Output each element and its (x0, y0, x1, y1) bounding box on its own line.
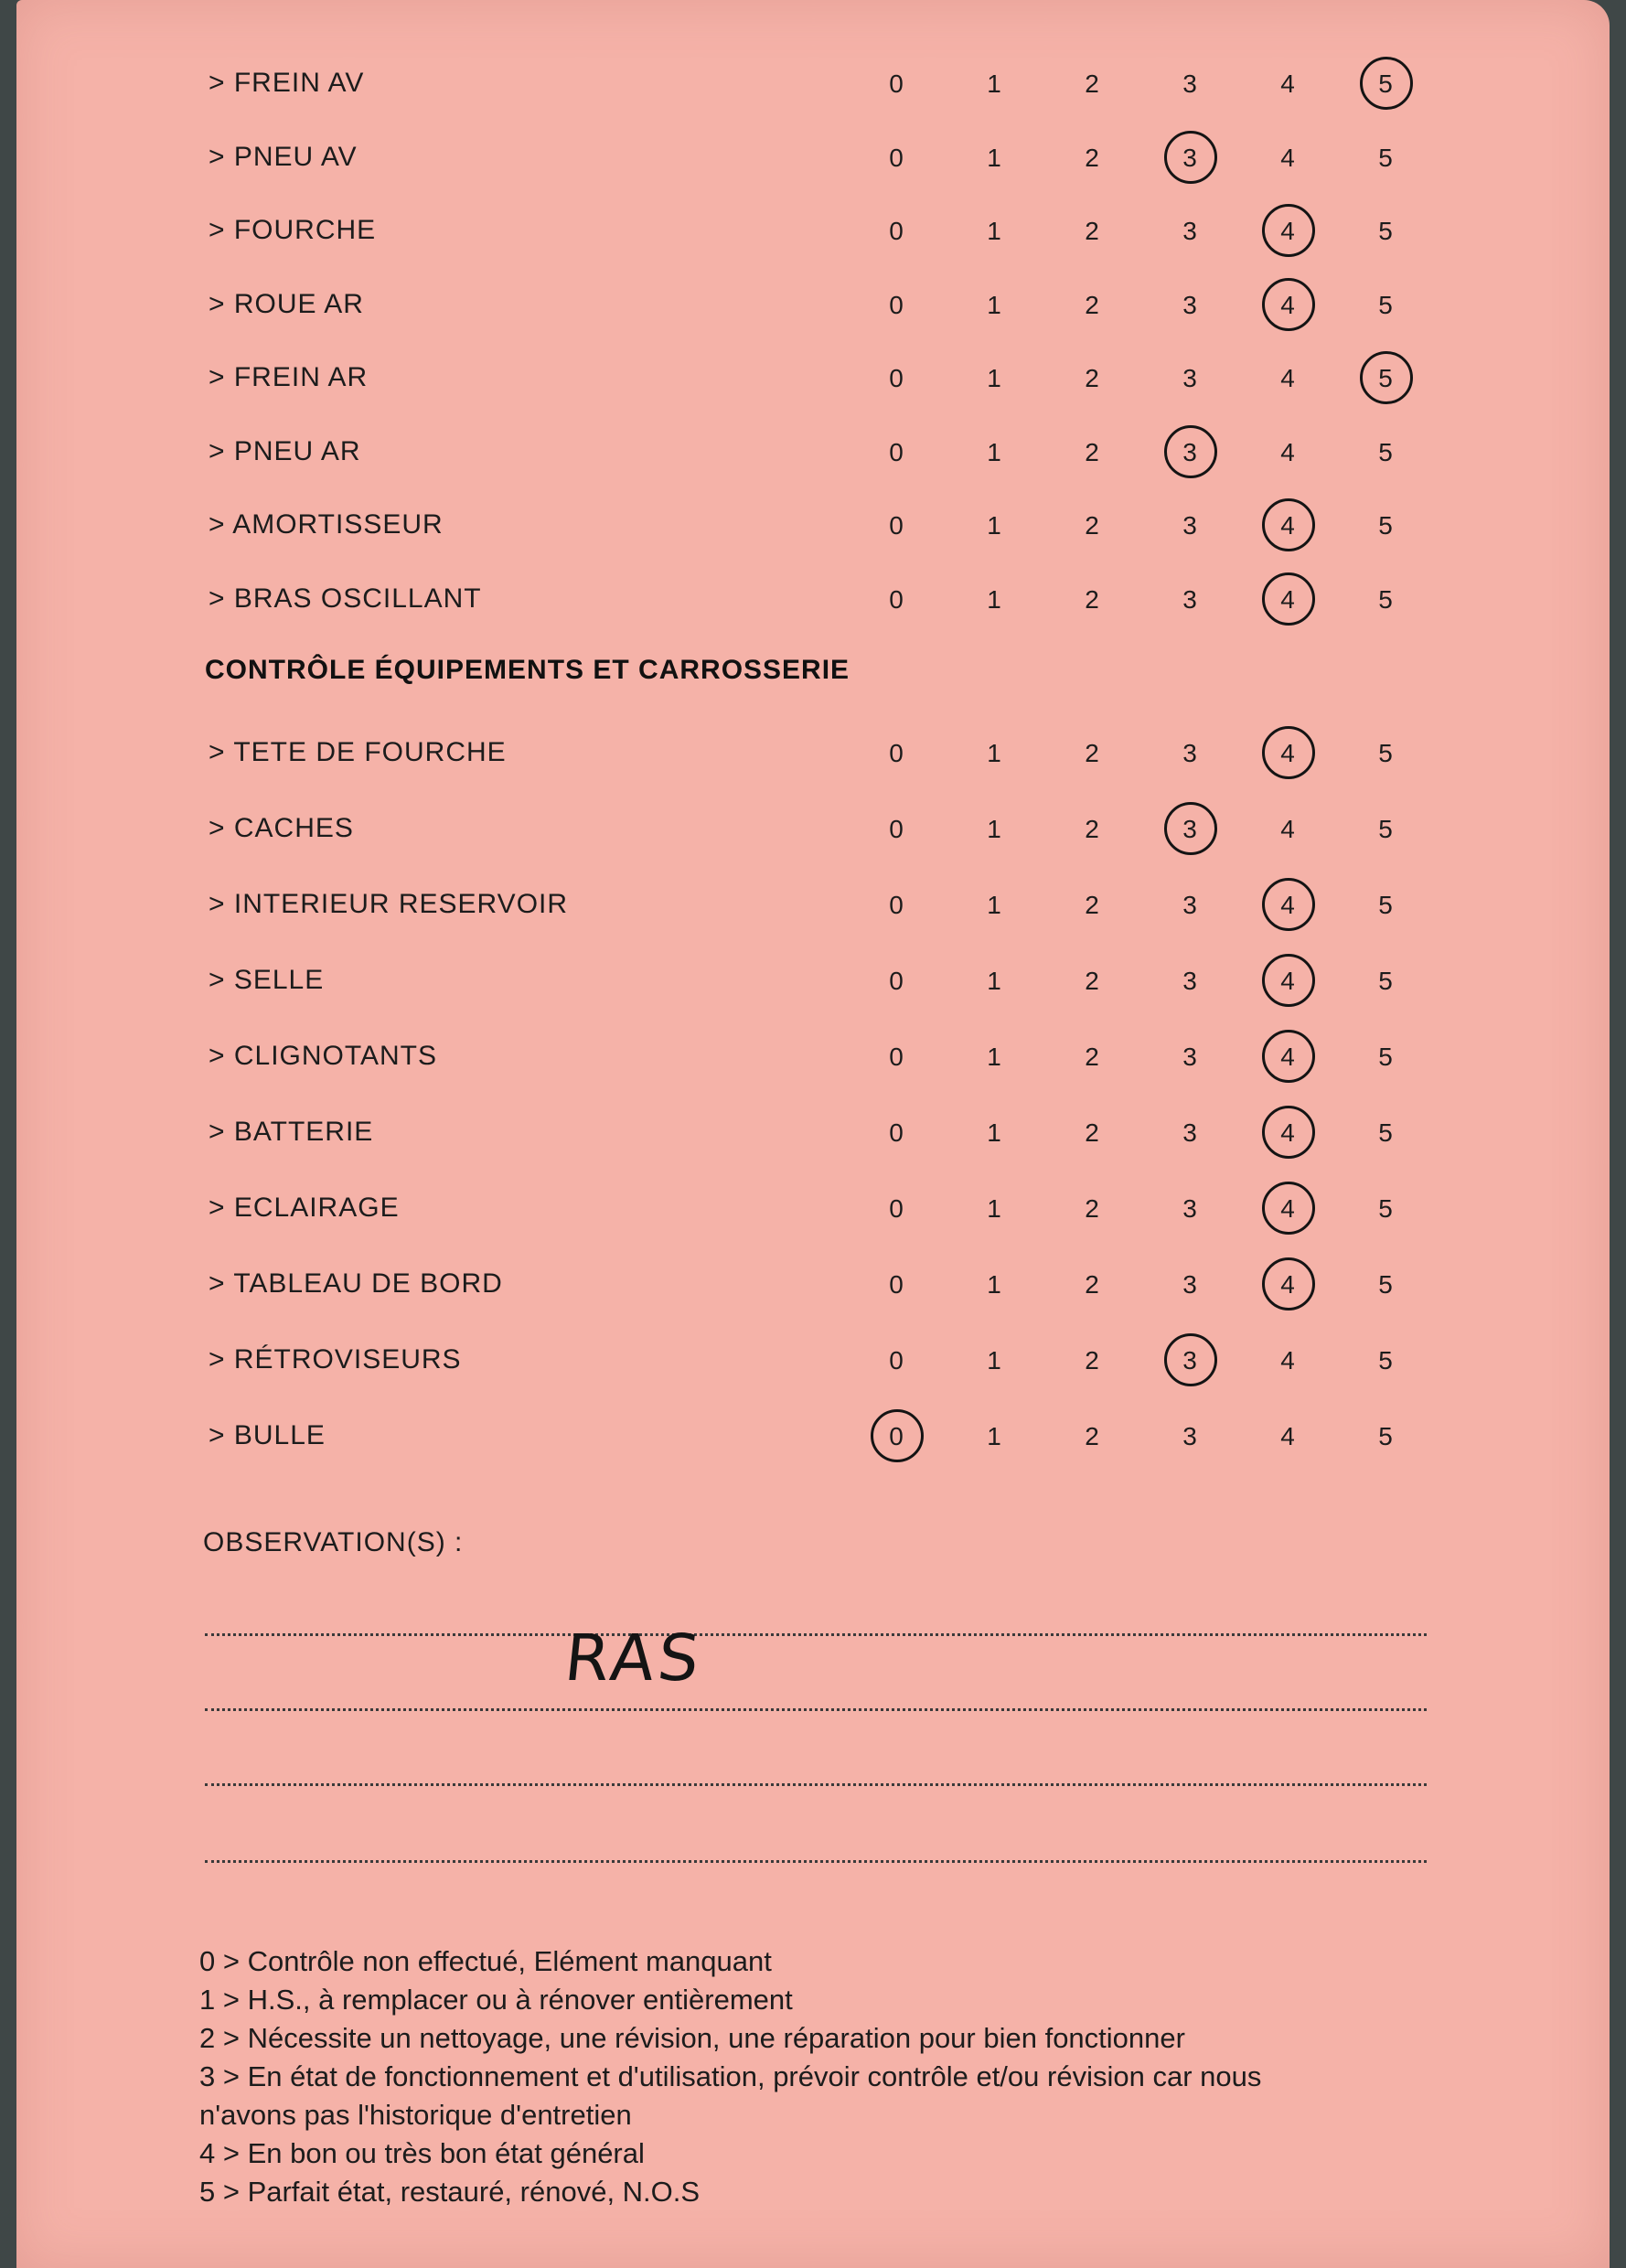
rating-value: 3 (1182, 967, 1197, 995)
rating-option-0[interactable] (867, 55, 925, 113)
selection-circle (1262, 204, 1315, 257)
rating-option-5[interactable] (1356, 724, 1415, 783)
rating-value: 0 (889, 1270, 904, 1299)
inspection-row (16, 276, 1610, 335)
rating-option-2[interactable] (1063, 1256, 1121, 1314)
rating-value: 4 (1280, 290, 1295, 319)
legend-item: 5 > Parfait état, restauré, rénové, N.O.S (199, 2176, 701, 2208)
inspection-item-label: > INTERIEUR RESERVOIR (209, 889, 569, 919)
rating-value: 3 (1182, 1270, 1197, 1299)
rating-value: 0 (889, 364, 904, 392)
rating-option-4[interactable] (1258, 129, 1317, 187)
rating-value: 4 (1280, 1346, 1295, 1375)
rating-option-2[interactable] (1063, 497, 1121, 555)
rating-option-3[interactable] (1161, 952, 1219, 1011)
rating-option-4[interactable] (1258, 800, 1317, 859)
rating-value: 5 (1378, 1118, 1393, 1147)
rating-option-2[interactable] (1063, 571, 1121, 629)
rating-value: 1 (987, 511, 1001, 540)
rating-option-2[interactable] (1063, 349, 1121, 408)
rating-option-2[interactable] (1063, 423, 1121, 482)
observation-line (205, 1708, 1427, 1711)
rating-option-2[interactable] (1063, 876, 1121, 935)
inspection-row (16, 1104, 1610, 1162)
rating-option-3[interactable] (1161, 497, 1219, 555)
rating-option-5[interactable] (1356, 1028, 1415, 1086)
selection-circle (1360, 351, 1413, 404)
rating-option-4[interactable] (1258, 1180, 1317, 1238)
rating-value: 4 (1280, 1194, 1295, 1223)
rating-option-1[interactable] (965, 724, 1023, 783)
rating-value: 1 (987, 217, 1001, 245)
rating-option-5[interactable] (1356, 571, 1415, 629)
rating-option-3[interactable] (1161, 276, 1219, 335)
rating-option-3[interactable] (1161, 202, 1219, 261)
rating-option-0[interactable] (867, 1180, 925, 1238)
rating-option-5[interactable] (1356, 55, 1415, 113)
rating-option-0[interactable] (867, 952, 925, 1011)
inspection-row (16, 202, 1610, 261)
rating-option-4[interactable] (1258, 349, 1317, 408)
rating-value: 3 (1182, 1118, 1197, 1147)
rating-value: 3 (1182, 1194, 1197, 1223)
rating-option-4[interactable] (1258, 497, 1317, 555)
inspection-item-label: > BRAS OSCILLANT (209, 583, 482, 614)
rating-value: 4 (1280, 1270, 1295, 1299)
rating-option-1[interactable] (965, 497, 1023, 555)
rating-option-3[interactable] (1161, 1180, 1219, 1238)
inspection-item-label: > AMORTISSEUR (209, 509, 444, 540)
rating-value: 0 (889, 290, 904, 319)
inspection-item-label: > RÉTROVISEURS (209, 1344, 462, 1375)
rating-option-5[interactable] (1356, 1332, 1415, 1390)
selection-circle (1262, 572, 1315, 626)
rating-option-0[interactable] (867, 876, 925, 935)
inspection-row (16, 1407, 1610, 1466)
rating-option-1[interactable] (965, 571, 1023, 629)
rating-value: 0 (889, 891, 904, 919)
rating-value: 5 (1378, 1043, 1393, 1071)
rating-option-5[interactable] (1356, 276, 1415, 335)
rating-value: 2 (1085, 70, 1099, 98)
rating-value: 3 (1182, 1422, 1197, 1450)
rating-option-5[interactable] (1356, 423, 1415, 482)
inspection-row (16, 1256, 1610, 1314)
rating-option-3[interactable] (1161, 1028, 1219, 1086)
rating-value: 5 (1378, 1194, 1393, 1223)
rating-value: 5 (1378, 1270, 1393, 1299)
rating-option-1[interactable] (965, 1256, 1023, 1314)
rating-value: 5 (1378, 815, 1393, 843)
rating-value: 4 (1280, 217, 1295, 245)
rating-value: 1 (987, 364, 1001, 392)
rating-option-5[interactable] (1356, 1407, 1415, 1466)
legend-item: n'avons pas l'historique d'entretien (199, 2099, 632, 2131)
rating-value: 0 (889, 437, 904, 466)
inspection-item-label: > FREIN AV (209, 68, 365, 98)
inspection-item-label: > BATTERIE (209, 1117, 374, 1147)
rating-value: 2 (1085, 739, 1099, 767)
handwritten-observation: RAS (561, 1621, 707, 1696)
rating-option-2[interactable] (1063, 800, 1121, 859)
rating-option-2[interactable] (1063, 1028, 1121, 1086)
rating-value: 3 (1182, 1346, 1197, 1375)
rating-value: 4 (1280, 1043, 1295, 1071)
rating-value: 5 (1378, 891, 1393, 919)
selection-circle (1262, 1106, 1315, 1159)
inspection-item-label: > ECLAIRAGE (209, 1193, 400, 1223)
selection-circle (1360, 57, 1413, 110)
selection-circle (1262, 954, 1315, 1007)
inspection-item-label: > FOURCHE (209, 215, 377, 245)
rating-option-5[interactable] (1356, 876, 1415, 935)
rating-option-3[interactable] (1161, 800, 1219, 859)
rating-option-1[interactable] (965, 1180, 1023, 1238)
legend-item: 4 > En bon ou très bon état général (199, 2137, 645, 2169)
rating-value: 4 (1280, 584, 1295, 614)
rating-value: 2 (1085, 1194, 1099, 1223)
rating-value: 0 (889, 1422, 904, 1450)
rating-value: 2 (1085, 290, 1099, 319)
selection-circle (1262, 498, 1315, 551)
legend-item: 1 > H.S., à remplacer ou à rénover entièrement (199, 1984, 793, 2016)
rating-option-5[interactable] (1356, 1104, 1415, 1162)
rating-option-4[interactable] (1258, 276, 1317, 335)
rating-option-1[interactable] (965, 800, 1023, 859)
rating-option-5[interactable] (1356, 800, 1415, 859)
rating-option-4[interactable] (1258, 952, 1317, 1011)
rating-value: 4 (1280, 891, 1295, 919)
rating-option-3[interactable] (1161, 349, 1219, 408)
selection-circle (871, 1409, 924, 1462)
rating-value: 1 (987, 1270, 1001, 1299)
rating-option-4[interactable] (1258, 1332, 1317, 1390)
rating-option-4[interactable] (1258, 1104, 1317, 1162)
rating-value: 3 (1182, 70, 1197, 98)
rating-value: 2 (1085, 1043, 1099, 1071)
rating-value: 5 (1378, 1422, 1393, 1450)
rating-value: 4 (1280, 364, 1295, 392)
selection-circle (1262, 878, 1315, 931)
inspection-row (16, 571, 1610, 629)
rating-option-2[interactable] (1063, 129, 1121, 187)
rating-value: 4 (1280, 437, 1295, 466)
rating-value: 4 (1280, 143, 1295, 172)
legend-item: 3 > En état de fonctionnement et d'utilisation, prévoir contrôle et/ou révision car nous (199, 2060, 1262, 2092)
observation-line (205, 1783, 1427, 1786)
rating-option-0[interactable] (867, 1256, 925, 1314)
rating-value: 2 (1085, 967, 1099, 995)
inspection-row (16, 1332, 1610, 1390)
inspection-item-label: > PNEU AV (209, 141, 358, 172)
rating-value: 4 (1280, 70, 1295, 98)
rating-value: 1 (987, 891, 1001, 919)
selection-circle (1164, 131, 1217, 184)
rating-option-4[interactable] (1258, 571, 1317, 629)
rating-value: 1 (987, 70, 1001, 98)
observation-line (205, 1633, 1427, 1636)
rating-value: 0 (889, 584, 904, 614)
rating-option-5[interactable] (1356, 202, 1415, 261)
rating-value: 2 (1085, 1118, 1099, 1147)
rating-option-0[interactable] (867, 800, 925, 859)
legend-item: 0 > Contrôle non effectué, Elément manquant (199, 1945, 772, 1977)
rating-option-5[interactable] (1356, 1256, 1415, 1314)
inspection-item-label: > FREIN AR (209, 362, 369, 392)
rating-value: 5 (1378, 70, 1393, 98)
inspection-item-label: > ROUE AR (209, 288, 364, 319)
selection-circle (1262, 1182, 1315, 1235)
rating-value: 2 (1085, 584, 1099, 614)
rating-value: 1 (987, 739, 1001, 767)
rating-option-3[interactable] (1161, 1104, 1219, 1162)
rating-value: 0 (889, 1346, 904, 1375)
rating-value: 3 (1182, 437, 1197, 466)
rating-option-5[interactable] (1356, 129, 1415, 187)
inspection-item-label: > CLIGNOTANTS (209, 1041, 437, 1071)
rating-value: 0 (889, 967, 904, 995)
rating-value: 3 (1182, 217, 1197, 245)
rating-option-2[interactable] (1063, 55, 1121, 113)
rating-value: 0 (889, 815, 904, 843)
legend-item: 2 > Nécessite un nettoyage, une révision, une réparation pour bien fonctionner (199, 2022, 1185, 2054)
rating-option-4[interactable] (1258, 876, 1317, 935)
inspection-item-label: > CACHES (209, 813, 354, 843)
rating-value: 5 (1378, 739, 1393, 767)
rating-option-0[interactable] (867, 1332, 925, 1390)
inspection-item-label: > SELLE (209, 965, 325, 995)
rating-value: 4 (1280, 967, 1295, 995)
rating-option-0[interactable] (867, 423, 925, 482)
rating-value: 1 (987, 1346, 1001, 1375)
selection-circle (1164, 802, 1217, 855)
rating-value: 1 (987, 967, 1001, 995)
rating-option-4[interactable] (1258, 1256, 1317, 1314)
rating-option-5[interactable] (1356, 349, 1415, 408)
rating-value: 1 (987, 437, 1001, 466)
rating-option-1[interactable] (965, 1028, 1023, 1086)
rating-value: 2 (1085, 143, 1099, 172)
rating-value: 0 (889, 739, 904, 767)
rating-option-0[interactable] (867, 724, 925, 783)
rating-value: 4 (1280, 1422, 1295, 1450)
rating-value: 2 (1085, 217, 1099, 245)
rating-option-3[interactable] (1161, 129, 1219, 187)
rating-value: 3 (1182, 891, 1197, 919)
inspection-row (16, 724, 1610, 783)
inspection-item-label: > BULLE (209, 1420, 326, 1450)
rating-value: 5 (1378, 511, 1393, 540)
selection-circle (1262, 278, 1315, 331)
rating-value: 5 (1378, 1346, 1393, 1375)
rating-value: 3 (1182, 1043, 1197, 1071)
inspection-row (16, 952, 1610, 1011)
rating-value: 0 (889, 143, 904, 172)
rating-value: 0 (889, 217, 904, 245)
rating-option-0[interactable] (867, 1407, 925, 1466)
rating-option-1[interactable] (965, 129, 1023, 187)
inspection-row (16, 876, 1610, 935)
rating-value: 1 (987, 1194, 1001, 1223)
rating-value: 1 (987, 290, 1001, 319)
rating-option-3[interactable] (1161, 55, 1219, 113)
rating-value: 5 (1378, 217, 1393, 245)
selection-circle (1262, 1030, 1315, 1083)
rating-option-3[interactable] (1161, 724, 1219, 783)
rating-option-0[interactable] (867, 497, 925, 555)
rating-value: 1 (987, 815, 1001, 843)
observations-label: OBSERVATION(S) : (203, 1527, 464, 1557)
rating-value: 2 (1085, 1270, 1099, 1299)
inspection-row (16, 497, 1610, 555)
rating-option-0[interactable] (867, 202, 925, 261)
inspection-item-label: > TABLEAU DE BORD (209, 1268, 503, 1299)
rating-value: 2 (1085, 364, 1099, 392)
selection-circle (1164, 1333, 1217, 1386)
rating-option-3[interactable] (1161, 423, 1219, 482)
rating-value: 3 (1182, 739, 1197, 767)
inspection-sheet (16, 0, 1610, 2268)
rating-option-3[interactable] (1161, 571, 1219, 629)
rating-value: 4 (1280, 511, 1295, 540)
rating-option-3[interactable] (1161, 876, 1219, 935)
rating-value: 3 (1182, 815, 1197, 843)
rating-value: 5 (1378, 967, 1393, 995)
rating-option-0[interactable] (867, 571, 925, 629)
selection-circle (1262, 1257, 1315, 1311)
rating-option-4[interactable] (1258, 724, 1317, 783)
rating-option-5[interactable] (1356, 1180, 1415, 1238)
selection-circle (1262, 726, 1315, 779)
rating-value: 0 (889, 1043, 904, 1071)
rating-option-2[interactable] (1063, 724, 1121, 783)
rating-option-2[interactable] (1063, 952, 1121, 1011)
rating-value: 0 (889, 1194, 904, 1223)
inspection-row (16, 423, 1610, 482)
inspection-item-label: > TETE DE FOURCHE (209, 737, 507, 767)
rating-option-2[interactable] (1063, 276, 1121, 335)
rating-option-1[interactable] (965, 952, 1023, 1011)
rating-value: 1 (987, 584, 1001, 614)
rating-option-1[interactable] (965, 349, 1023, 408)
rating-value: 2 (1085, 511, 1099, 540)
rating-value: 0 (889, 70, 904, 98)
rating-option-0[interactable] (867, 276, 925, 335)
rating-value: 1 (987, 1422, 1001, 1450)
rating-value: 3 (1182, 584, 1197, 614)
rating-value: 3 (1182, 143, 1197, 172)
rating-value: 2 (1085, 1422, 1099, 1450)
rating-option-2[interactable] (1063, 1407, 1121, 1466)
inspection-row (16, 129, 1610, 187)
rating-legend (199, 1942, 1480, 2211)
rating-option-0[interactable] (867, 129, 925, 187)
rating-value: 5 (1378, 290, 1393, 319)
rating-option-3[interactable] (1161, 1407, 1219, 1466)
rating-value: 2 (1085, 815, 1099, 843)
rating-value: 0 (889, 1118, 904, 1147)
rating-value: 1 (987, 1043, 1001, 1071)
rating-value: 4 (1280, 815, 1295, 843)
rating-option-1[interactable] (965, 202, 1023, 261)
rating-option-4[interactable] (1258, 55, 1317, 113)
inspection-row (16, 800, 1610, 859)
inspection-row (16, 1180, 1610, 1238)
rating-option-3[interactable] (1161, 1332, 1219, 1390)
observation-line (205, 1860, 1427, 1863)
rating-option-0[interactable] (867, 349, 925, 408)
rating-value: 2 (1085, 891, 1099, 919)
section-title: CONTRÔLE ÉQUIPEMENTS ET CARROSSERIE (205, 655, 850, 685)
rating-option-1[interactable] (965, 1407, 1023, 1466)
rating-value: 4 (1280, 739, 1295, 767)
rating-value: 5 (1378, 364, 1393, 392)
rating-value: 0 (889, 511, 904, 540)
rating-option-5[interactable] (1356, 497, 1415, 555)
rating-option-1[interactable] (965, 423, 1023, 482)
rating-value: 3 (1182, 511, 1197, 540)
rating-value: 5 (1378, 437, 1393, 466)
rating-value: 3 (1182, 290, 1197, 319)
rating-value: 2 (1085, 1346, 1099, 1375)
rating-option-1[interactable] (965, 55, 1023, 113)
inspection-row (16, 349, 1610, 408)
rating-option-2[interactable] (1063, 1332, 1121, 1390)
rating-value: 3 (1182, 364, 1197, 392)
rating-value: 1 (987, 1118, 1001, 1147)
rating-option-5[interactable] (1356, 952, 1415, 1011)
rating-option-0[interactable] (867, 1104, 925, 1162)
inspection-row (16, 55, 1610, 113)
rating-value: 4 (1280, 1118, 1295, 1147)
inspection-item-label: > PNEU AR (209, 435, 361, 466)
rating-option-0[interactable] (867, 1028, 925, 1086)
rating-option-4[interactable] (1258, 1407, 1317, 1466)
rating-option-1[interactable] (965, 1104, 1023, 1162)
inspection-row (16, 1028, 1610, 1086)
rating-option-2[interactable] (1063, 1104, 1121, 1162)
rating-option-4[interactable] (1258, 202, 1317, 261)
selection-circle (1164, 425, 1217, 478)
rating-option-1[interactable] (965, 276, 1023, 335)
rating-option-1[interactable] (965, 876, 1023, 935)
rating-option-4[interactable] (1258, 423, 1317, 482)
rating-value: 5 (1378, 143, 1393, 172)
rating-option-2[interactable] (1063, 1180, 1121, 1238)
rating-option-1[interactable] (965, 1332, 1023, 1390)
rating-value: 1 (987, 143, 1001, 172)
rating-option-4[interactable] (1258, 1028, 1317, 1086)
rating-option-2[interactable] (1063, 202, 1121, 261)
rating-value: 5 (1378, 584, 1393, 614)
rating-value: 2 (1085, 437, 1099, 466)
rating-option-3[interactable] (1161, 1256, 1219, 1314)
